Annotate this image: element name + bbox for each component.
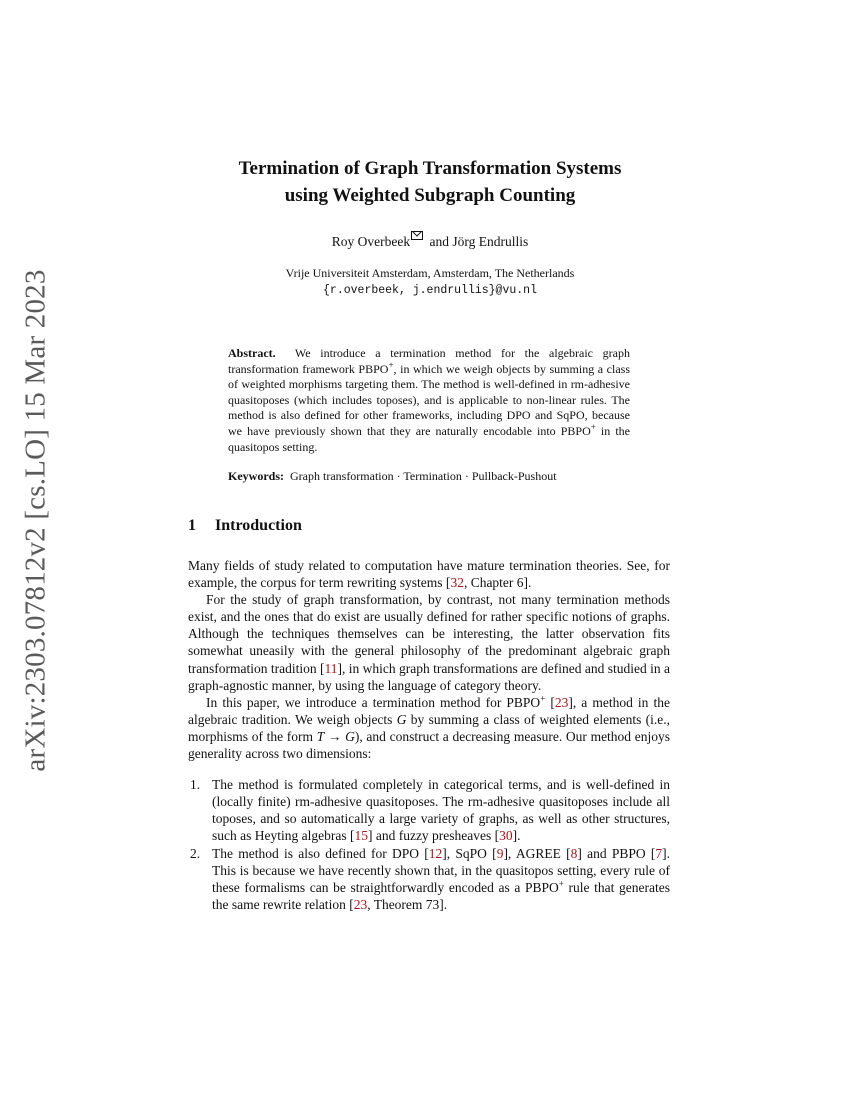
section-title: Introduction <box>215 517 302 534</box>
text-run: ]. <box>512 828 521 844</box>
keywords-text: Graph transformation · Termination · Pullback-Pushout <box>290 469 557 483</box>
abstract-text-2: , in which we weigh objects by summing a class of weighted morphisms targeting them. The method is well-defined in rm-adhesive quasitoposes (which includes toposes), and is applicable to non-linear rules. The method is also defined for other frameworks, including DPO and SqPO, because we have previously shown that they are naturally encodable into PBPO <box>228 361 630 438</box>
text-run: ], AGREE [ <box>503 845 571 861</box>
list-item <box>190 845 670 913</box>
citation-link[interactable]: 9 <box>496 845 504 861</box>
text-run: ] and PBPO [ <box>577 845 656 861</box>
text-run: ), and construct a decreasing measure. Our method enjoys generality across two dimensions: <box>188 728 670 762</box>
text-run: , Chapter 6]. <box>463 575 532 591</box>
text-run: ]. This is because we have recently shown that, in the quasitopos setting, every rule of these formalisms can be straightforwardly encoded as a PBPO <box>212 845 670 895</box>
title-line-1: Termination of Graph Transformation Systems <box>238 158 622 179</box>
paragraph-3 <box>188 694 670 762</box>
section-heading <box>188 517 302 535</box>
arxiv-identifier: arXiv:2303.07812v2 [cs.LO] 15 Mar 2023 <box>19 268 52 772</box>
citation-link[interactable]: 23 <box>353 896 368 912</box>
plus-superscript: + <box>388 359 394 370</box>
enumerated-list <box>188 776 670 913</box>
list-item-label: 2. <box>190 845 201 861</box>
author-separator: and <box>429 234 449 249</box>
keywords <box>228 469 648 484</box>
text-run: , Theorem 73]. <box>367 896 448 912</box>
text-run: For the study of graph transformation, by contrast, not many termination methods exist, and the ones that do exist are usually defined for rather specific notions of graphs. Although the techniques themselves can be interesting, the latter observation fits somewhat uneasily with the general philosophy of the predominant algebraic graph transformation tradition [ <box>188 592 670 676</box>
list-item <box>190 776 670 844</box>
citation-link[interactable]: 30 <box>499 828 513 844</box>
text-run: [ <box>545 694 555 710</box>
citation-link[interactable]: 12 <box>428 845 443 861</box>
plus-superscript: + <box>540 693 546 704</box>
citation-link[interactable]: 15 <box>354 828 368 844</box>
envelope-icon <box>411 231 423 240</box>
keywords-label: Keywords: <box>228 469 284 483</box>
plus-superscript: + <box>558 878 564 889</box>
text-run: The method is formulated completely in categorical terms, and is well-defined in (locally finite) rm-adhesive quasitoposes. The rm-adhesive quasitoposes include all toposes, and so automatically a large variety of graphs, as well as other structures, such as Heyting algebras [ <box>212 777 670 844</box>
author-overbeek: Roy Overbeek <box>331 234 411 249</box>
body-text <box>188 557 670 913</box>
text-run: ] and fuzzy presheaves [ <box>367 828 500 844</box>
plus-superscript: + <box>590 421 596 432</box>
math-g: G <box>396 711 407 727</box>
abstract <box>228 346 630 455</box>
title-line-2: using Weighted Subgraph Counting <box>284 185 576 206</box>
author-list <box>150 234 710 250</box>
citation-link[interactable]: 32 <box>450 575 464 591</box>
citation-link[interactable]: 23 <box>554 694 569 710</box>
citation-link[interactable]: 7 <box>655 845 663 861</box>
section-number: 1 <box>188 517 196 534</box>
text-run: ], SqPO [ <box>442 845 497 861</box>
math-arrow: → <box>324 728 346 744</box>
text-run: rule that generates the same rewrite relation [ <box>212 879 670 912</box>
abstract-text-1: We introduce a termination method for the algebraic graph transformation framework PBPO <box>228 346 630 376</box>
emails: {r.overbeek, j.endrullis}@vu.nl <box>323 284 537 297</box>
math-t: T <box>316 728 325 744</box>
text-run: Many fields of study related to computation have mature termination theories. See, for example, the corpus for term rewriting systems [ <box>188 558 670 591</box>
math-g: G <box>345 728 355 744</box>
text-run: In this paper, we introduce a termination method for PBPO <box>206 694 541 710</box>
text-run: ], a method in the algebraic tradition. We weigh objects <box>188 694 670 727</box>
citation-link[interactable]: 11 <box>324 660 338 676</box>
citation-link[interactable]: 8 <box>570 845 578 861</box>
text-run: ], in which graph transformations are defined and studied in a graph-agnostic manner, by using the language of category theory. <box>188 660 670 693</box>
text-run: The method is also defined for DPO [ <box>212 845 429 861</box>
affiliation <box>150 265 710 299</box>
paper-title <box>150 155 710 209</box>
list-item-label: 1. <box>190 777 201 793</box>
paragraph-2 <box>188 591 670 694</box>
abstract-text-3: in the quasitopos setting. <box>228 423 631 454</box>
paragraph-1 <box>188 557 670 591</box>
institution: Vrije Universiteit Amsterdam, Amsterdam, The Netherlands <box>285 266 575 280</box>
text-run: by summing a class of weighted elements (i.e., morphisms of the form <box>188 711 670 744</box>
author-endrullis: Jörg Endrullis <box>452 234 529 249</box>
arxiv-sidebar <box>14 268 58 772</box>
abstract-label: Abstract. <box>228 346 276 360</box>
